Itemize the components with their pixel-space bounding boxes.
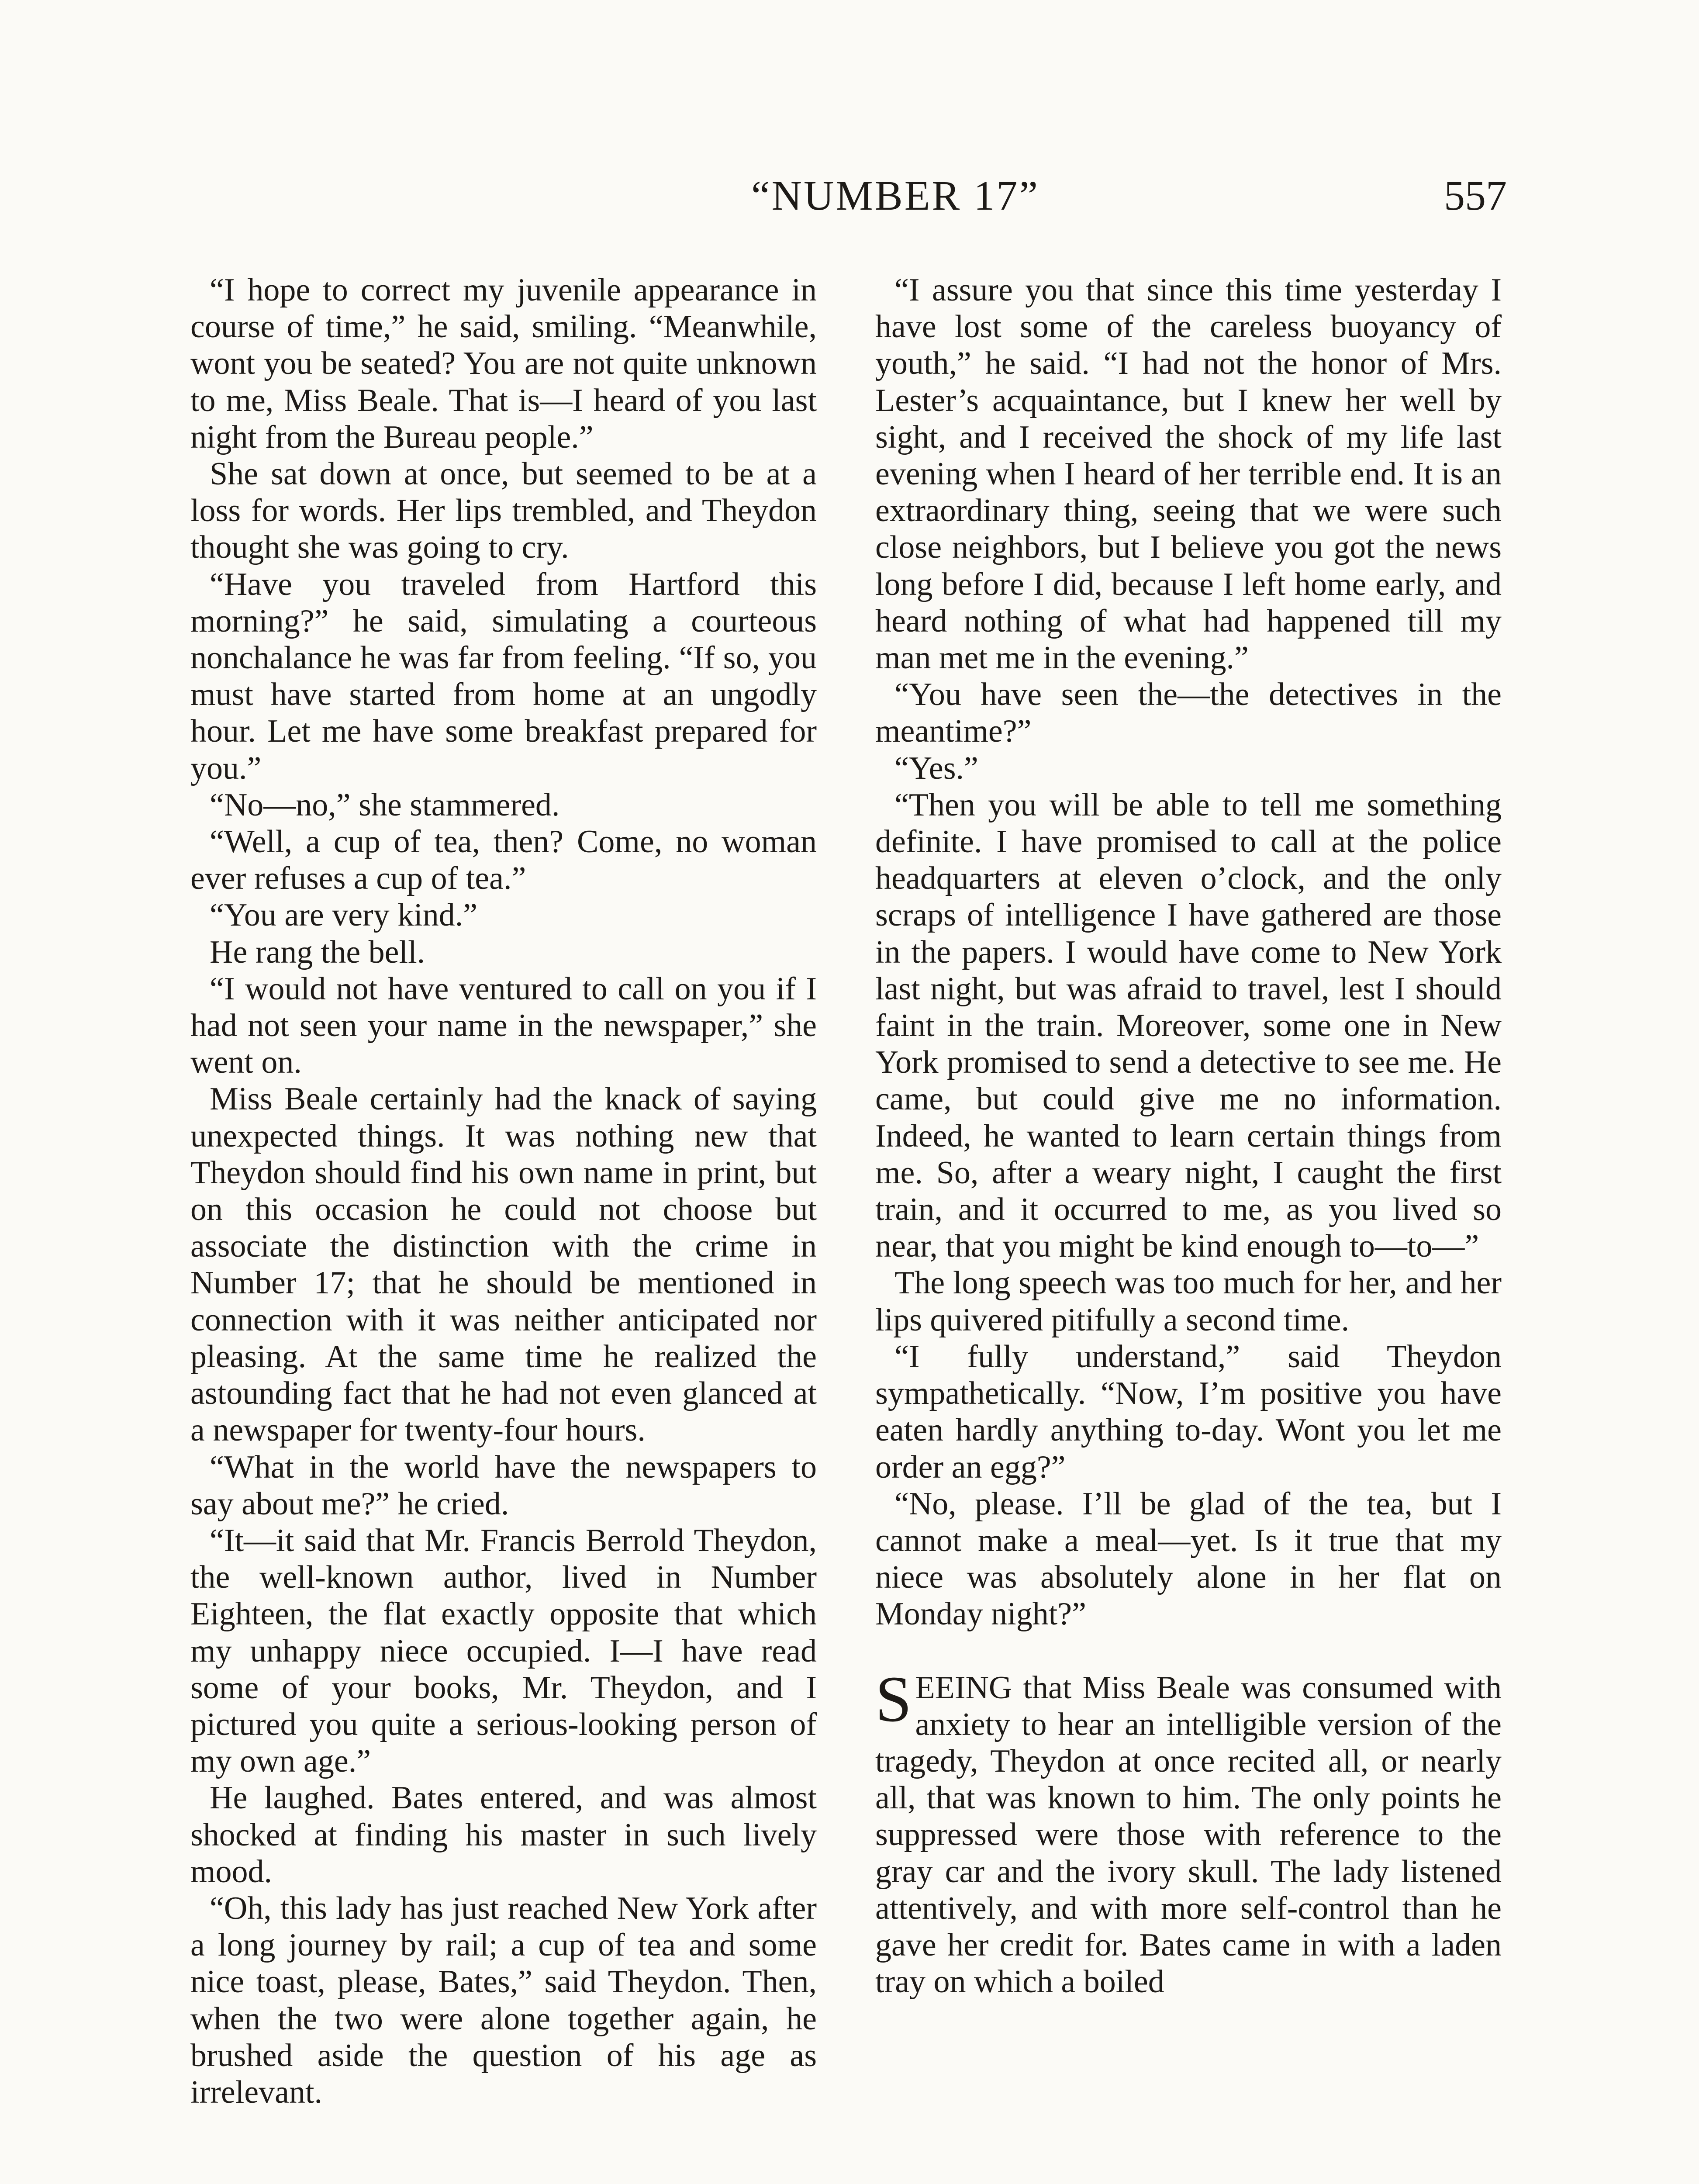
- section-text: that Miss Beale was consumed with anxiety to hear an intelligible version of the tragedy, Theydon at once recited all, or nearly all, that was known to him. The only points he suppressed were those with reference to the gray car and the ivory skull. The lady listened attentively, and with more self-control than he gave her credit for. Bates came in with a laden tray on which a boiled: [875, 1669, 1502, 2000]
- paragraph: “Yes.”: [894, 750, 978, 786]
- paragraph: Miss Beale certainly had the knack of saying unexpected things. It was nothing new that Theydon should find his own name in print, but on this occasion he could not choose but associate the distinction with the crime in Number 17; that he should be mentioned in connection with it was neither anticipated nor pleasing. At the same time he realized the astounding fact that he had not even glanced at a newspaper for twenty-four hours.: [190, 1081, 817, 1448]
- paragraph: “I hope to correct my juvenile appearance in course of time,” he said, smiling. “Meanwhile, wont you be seated? You are not quite unknown to me, Miss Beale. That is—I heard of you last night from the Bureau people.”: [190, 272, 817, 455]
- paragraph: “What in the world have the newspapers to say about me?” he cried.: [190, 1449, 817, 1522]
- paragraph: “I assure you that since this time yesterday I have lost some of the careless buoyancy of youth,” he said. “I had not the honor of Mrs. Lester’s acquaintance, but I knew her well by sight, and I received the shock of my life last evening when I heard of her terrible end. It is an extraordinary thing, seeing that we were such close neighbors, but I believe you got the news long before I did, because I left home early, and heard nothing of what had happened till my man met me in the evening.”: [875, 272, 1502, 676]
- left-column: [190, 272, 817, 2111]
- paragraph: She sat down at once, but seemed to be at a loss for words. Her lips trembled, and Theydon thought she was going to cry.: [190, 456, 817, 566]
- section-paragraph: [875, 1662, 1502, 2001]
- paragraph: “You have seen the—the detectives in the meantime?”: [875, 677, 1502, 750]
- paragraph: He laughed. Bates entered, and was almost shocked at finding his master in such lively mood.: [190, 1780, 817, 1890]
- paragraph: “It—it said that Mr. Francis Berrold Theydon, the well-known author, lived in Number Eighteen, the flat exactly opposite that which my unhappy niece occupied. I—I have read some of your books, Mr. Theydon, and I pictured you quite a serious-looking person of my own age.”: [190, 1522, 817, 1780]
- paragraph: “No—no,” she stammered.: [210, 787, 560, 823]
- paragraph: “I would not have ventured to call on you if I had not seen your name in the newspaper,” she went on.: [190, 971, 817, 1081]
- paragraph: “Well, a cup of tea, then? Come, no woman ever refuses a cup of tea.”: [190, 824, 817, 897]
- paragraph: “Oh, this lady has just reached New York after a long journey by rail; a cup of tea and some nice toast, please, Bates,” said Theydon. Then, when the two were alone together again, he brushed aside the question of his age as irrelevant.: [190, 1890, 817, 2110]
- small-caps-lead: EEING: [915, 1669, 1012, 1706]
- right-column: [875, 272, 1502, 2000]
- paragraph: “Have you traveled from Hartford this morning?” he said, simulating a courteous nonchalance he was far from feeling. “If so, you must have started from home at an ungodly hour. Let me have some breakfast prepared for you.”: [190, 566, 817, 786]
- paragraph: The long speech was too much for her, and her lips quivered pitifully a second time.: [875, 1265, 1502, 1338]
- paragraph: He rang the bell.: [210, 934, 425, 970]
- paragraph: “No, please. I’ll be glad of the tea, but I cannot make a meal—yet. Is it true that my niece was absolutely alone in her flat on Monday night?”: [875, 1486, 1502, 1632]
- running-title: “NUMBER 17”: [751, 172, 1039, 219]
- page-number: 557: [1444, 172, 1507, 219]
- paragraph: “You are very kind.”: [210, 897, 478, 933]
- paragraph: “I fully understand,” said Theydon sympathetically. “Now, I’m positive you have eaten hardly anything to-day. Wont you let me order an egg?”: [875, 1338, 1502, 1485]
- paragraph: “Then you will be able to tell me something definite. I have promised to call at the police headquarters at eleven o’clock, and the only scraps of intelligence I have gathered are those in the papers. I would have come to New York last night, but was afraid to travel, lest I should faint in the train. Moreover, some one in New York promised to send a detective to see me. He came, but could give me no information. Indeed, he wanted to learn certain things from me. So, after a weary night, I caught the first train, and it occurred to me, as you lived so near, that you might be kind enough to—to—”: [875, 787, 1502, 1265]
- drop-cap: S: [875, 1662, 912, 1735]
